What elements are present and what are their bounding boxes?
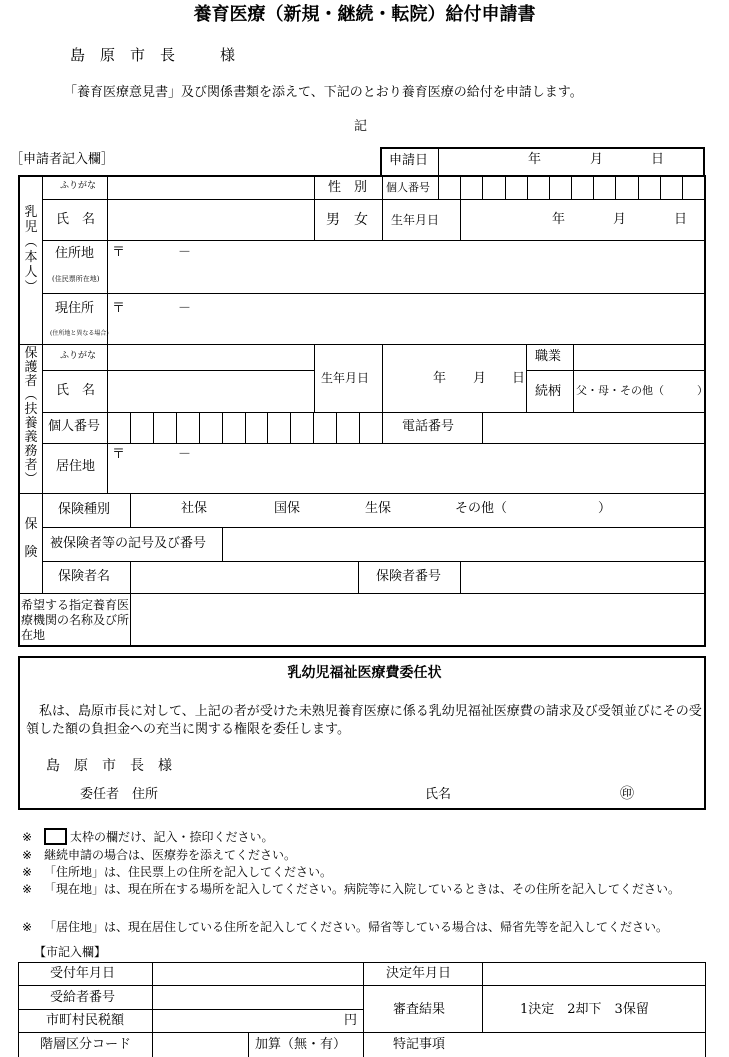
insurance-opt-seiho[interactable]: 生保: [365, 501, 392, 516]
infant-birth-year: 年: [552, 212, 566, 227]
guardian-relationship-options[interactable]: 父・母・その他（ ）: [576, 384, 708, 397]
application-date-label: 申請日: [389, 153, 429, 168]
guardian-furigana-label: ふりがな: [60, 351, 97, 361]
insurance-opt-other[interactable]: その他（ ）: [455, 501, 612, 516]
application-month: 月: [590, 152, 604, 167]
guardian-relationship-label: 続柄: [535, 384, 562, 399]
received-date-label: 受付年月日: [50, 966, 116, 981]
infant-current-label: 現住所: [55, 301, 95, 316]
delegation-title: 乳幼児福祉医療費委任状: [287, 665, 442, 681]
note-mark-4: ※: [22, 882, 33, 896]
delegation-addressee: 島 原 市 長 様: [46, 758, 172, 774]
infant-current-dash: －: [178, 301, 192, 316]
guardian-birth-label: 生年月日: [321, 371, 370, 385]
intro-text: 「養育医療意見書」及び関係書類を添えて、下記のとおり養育医療の給付を申請します。: [64, 85, 583, 100]
infant-address-note: (住民票所在地): [52, 275, 100, 283]
guardian-name-label: 氏 名: [56, 383, 96, 398]
infant-address-dash: －: [178, 245, 192, 260]
infant-address-postal: 〒: [112, 245, 126, 260]
infant-gender-label: 性 別: [328, 180, 368, 195]
infant-gender-options[interactable]: 男 女: [326, 212, 368, 228]
recipient-number-label: 受給者番号: [50, 990, 116, 1005]
guardian-occupation-label: 職業: [535, 349, 562, 364]
infant-name-label: 氏 名: [56, 212, 96, 227]
municipal-tax-label: 市町村民税額: [46, 1013, 125, 1028]
application-year: 年: [528, 152, 542, 167]
note-text-4: 「現在地」は、現在所在する場所を記入してください。病院等に入院しているときは、その住所を記入してください。: [44, 882, 681, 896]
applicant-section-label: ［申請者記入欄］: [10, 152, 115, 167]
infant-birth-day: 日: [674, 212, 688, 227]
decision-date-label: 決定年月日: [386, 966, 452, 981]
guardian-phone-label: 電話番号: [402, 419, 455, 434]
bold-frame-sample-icon: [44, 828, 67, 845]
special-notes-label: 特記事項: [393, 1037, 446, 1052]
note-text-2: 継続申請の場合は、医療券を添えてください。: [44, 848, 297, 862]
note-mark-5: ※: [22, 920, 33, 934]
insurance-group-label: 保 険: [24, 517, 38, 560]
guardian-personal-number-label: 個人番号: [48, 419, 101, 434]
guardian-residence-postal: 〒: [112, 447, 126, 462]
insurer-number-label: 保険者番号: [376, 569, 442, 584]
guardian-birth-year: 年: [433, 371, 447, 386]
insurer-name-label: 保険者名: [58, 569, 111, 584]
delegator-address-label: 委任者 住所: [80, 787, 159, 802]
insurance-opt-shaho[interactable]: 社保: [181, 501, 208, 516]
note-mark-2: ※: [22, 848, 33, 862]
addressee: 島 原 市 長 様: [70, 46, 236, 64]
infant-group-label: 乳 児 ︵ 本 人 ︶: [24, 205, 38, 295]
insured-number-label: 被保険者等の記号及び番号: [50, 536, 207, 551]
note-text-1: 太枠の欄だけ、記入・捺印ください。: [70, 830, 274, 844]
delegation-body: 私は、島原市長に対して、上記の者が受けた未熟児養育医療に係る乳幼児福祉医療費の請求及び受領並びにその受領した額の負担金への充当に関する権限を委任します。: [26, 704, 702, 737]
note-mark-1: ※: [22, 830, 33, 844]
application-day: 日: [651, 152, 665, 167]
insurance-opt-kokuho[interactable]: 国保: [274, 501, 301, 516]
infant-current-postal: 〒: [112, 301, 126, 316]
note-text-5: 「居住地」は、現在居住している住所を記入してください。帰省等している場合は、帰省先等を記入してください。: [44, 920, 669, 934]
ki-label: 記: [354, 119, 368, 134]
guardian-group-label: 保 護 者 ︵ 扶 養 義 務 者 ︶: [24, 346, 38, 487]
document-title: 養育医療（新規・継続・転院）給付申請書: [193, 4, 536, 25]
addition-label[interactable]: 加算（無・有）: [255, 1037, 347, 1052]
facility-label: 希望する指定養育医療機関の名称及び所在地: [21, 598, 130, 642]
infant-furigana-label: ふりがな: [60, 181, 97, 191]
review-result-label: 審査結果: [393, 1002, 446, 1017]
infant-current-note: (住所地と異なる場合): [50, 330, 109, 337]
infant-birth-label: 生年月日: [391, 213, 440, 227]
guardian-residence-dash: －: [178, 447, 192, 462]
infant-personal-number-cells[interactable]: [438, 176, 704, 199]
city-section-label: 【市記入欄】: [34, 945, 107, 959]
delegator-name-label: 氏名: [425, 787, 452, 802]
infant-address-label: 住所地: [55, 246, 95, 261]
guardian-personal-number-cells[interactable]: [107, 412, 382, 443]
infant-birth-month: 月: [613, 212, 627, 227]
tier-code-label: 階層区分コード: [40, 1037, 132, 1052]
seal-mark: ㊞: [620, 786, 634, 802]
guardian-birth-month: 月: [473, 371, 487, 386]
insurance-type-label: 保険種別: [58, 502, 111, 517]
guardian-residence-label: 居住地: [56, 459, 96, 474]
note-text-3: 「住所地」は、住民票上の住所を記入してください。: [44, 865, 333, 879]
note-mark-3: ※: [22, 865, 33, 879]
guardian-birth-day: 日: [512, 371, 526, 386]
review-result-options[interactable]: 1決定 2却下 3保留: [520, 1002, 649, 1017]
infant-personal-number-label: 個人番号: [386, 181, 430, 194]
yen-unit: 円: [344, 1013, 358, 1028]
